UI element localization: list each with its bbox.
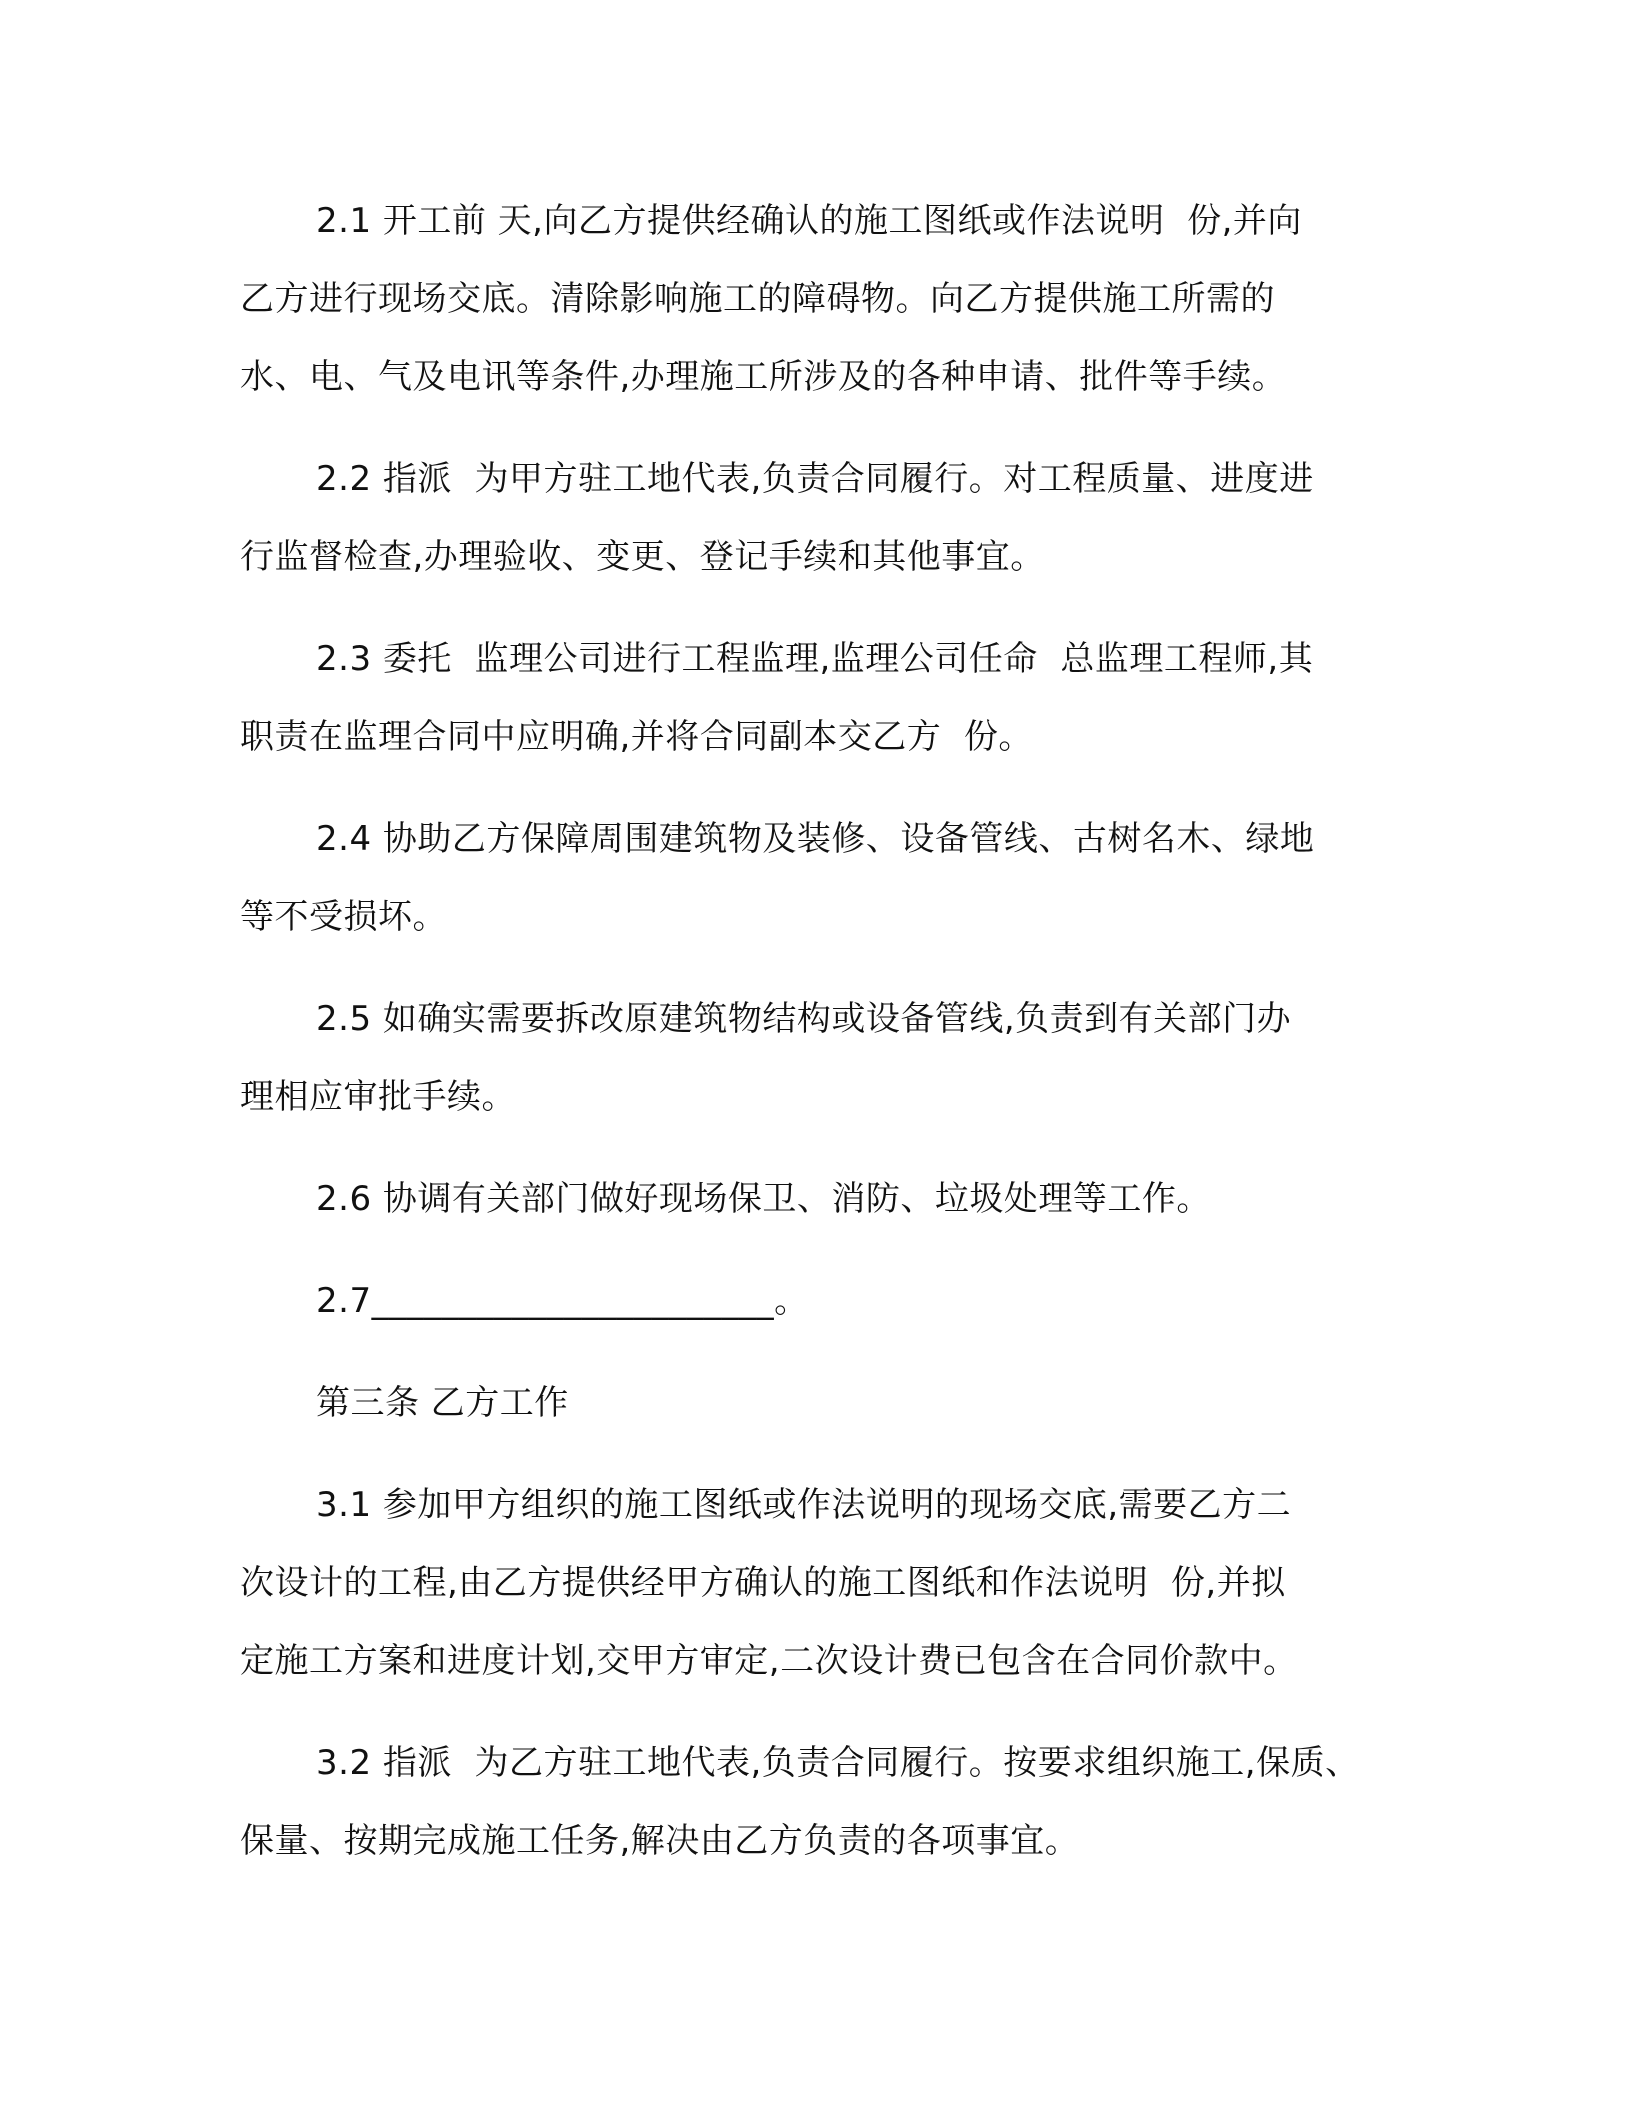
clause-3-2-line-2: 保量、按期完成施工任务,解决由乙方负责的各项事宜。 <box>240 1821 1080 1861</box>
paragraph-gap <box>240 956 1450 980</box>
clause-2-7-line-1: 2.7_______________________。 <box>316 1281 809 1321</box>
clause-2-6 <box>240 1160 1450 1238</box>
clause-2-3 <box>240 620 1450 776</box>
paragraph-gap <box>240 1442 1450 1466</box>
clause-2-1-line-3: 水、电、气及电讯等条件,办理施工所涉及的各种申请、批件等手续。 <box>240 357 1287 397</box>
clause-2-4 <box>240 800 1450 956</box>
clause-2-1-line-2: 乙方进行现场交底。清除影响施工的障碍物。向乙方提供施工所需的 <box>240 279 1275 319</box>
clause-2-5-line-2: 理相应审批手续。 <box>240 1077 516 1117</box>
paragraph-gap <box>240 1238 1450 1262</box>
clause-2-2-line-2: 行监督检查,办理验收、变更、登记手续和其他事宜。 <box>240 537 1045 577</box>
document-body <box>240 182 1450 1880</box>
clause-2-1-line-1: 2.1 开工前 天,向乙方提供经确认的施工图纸或作法说明 份,并向 <box>316 201 1302 241</box>
paragraph-gap <box>240 596 1450 620</box>
paragraph-gap <box>240 416 1450 440</box>
clause-3-1-line-1: 3.1 参加甲方组织的施工图纸或作法说明的现场交底,需要乙方二 <box>316 1485 1292 1525</box>
clause-2-5 <box>240 980 1450 1136</box>
clause-2-1 <box>240 182 1450 416</box>
clause-2-4-line-1: 2.4 协助乙方保障周围建筑物及装修、设备管线、古树名木、绿地 <box>316 819 1315 859</box>
clause-2-6-line-1: 2.6 协调有关部门做好现场保卫、消防、垃圾处理等工作。 <box>316 1179 1211 1219</box>
clause-2-3-line-2: 职责在监理合同中应明确,并将合同副本交乙方 份。 <box>240 717 1033 757</box>
clause-2-2 <box>240 440 1450 596</box>
clause-2-4-line-2: 等不受损坏。 <box>240 897 447 937</box>
clause-3-1-line-2: 次设计的工程,由乙方提供经甲方确认的施工图纸和作法说明 份,并拟 <box>240 1563 1286 1603</box>
clause-3-1-line-3: 定施工方案和进度计划,交甲方审定,二次设计费已包含在合同价款中。 <box>240 1641 1298 1681</box>
clause-2-2-line-1: 2.2 指派 为甲方驻工地代表,负责合同履行。对工程质量、进度进 <box>316 459 1314 499</box>
paragraph-gap <box>240 1136 1450 1160</box>
clause-2-3-line-1: 2.3 委托 监理公司进行工程监理,监理公司任命 总监理工程师,其 <box>316 639 1314 679</box>
clause-2-7 <box>240 1262 1450 1340</box>
clause-3-2 <box>240 1724 1450 1880</box>
article-3-heading <box>240 1364 1450 1442</box>
clause-3-2-line-1: 3.2 指派 为乙方驻工地代表,负责合同履行。按要求组织施工,保质、 <box>316 1743 1360 1783</box>
paragraph-gap <box>240 776 1450 800</box>
clause-3-1 <box>240 1466 1450 1700</box>
clause-2-5-line-1: 2.5 如确实需要拆改原建筑物结构或设备管线,负责到有关部门办 <box>316 999 1292 1039</box>
paragraph-gap <box>240 1700 1450 1724</box>
paragraph-gap <box>240 1340 1450 1364</box>
article-3-title: 第三条 乙方工作 <box>316 1383 569 1423</box>
